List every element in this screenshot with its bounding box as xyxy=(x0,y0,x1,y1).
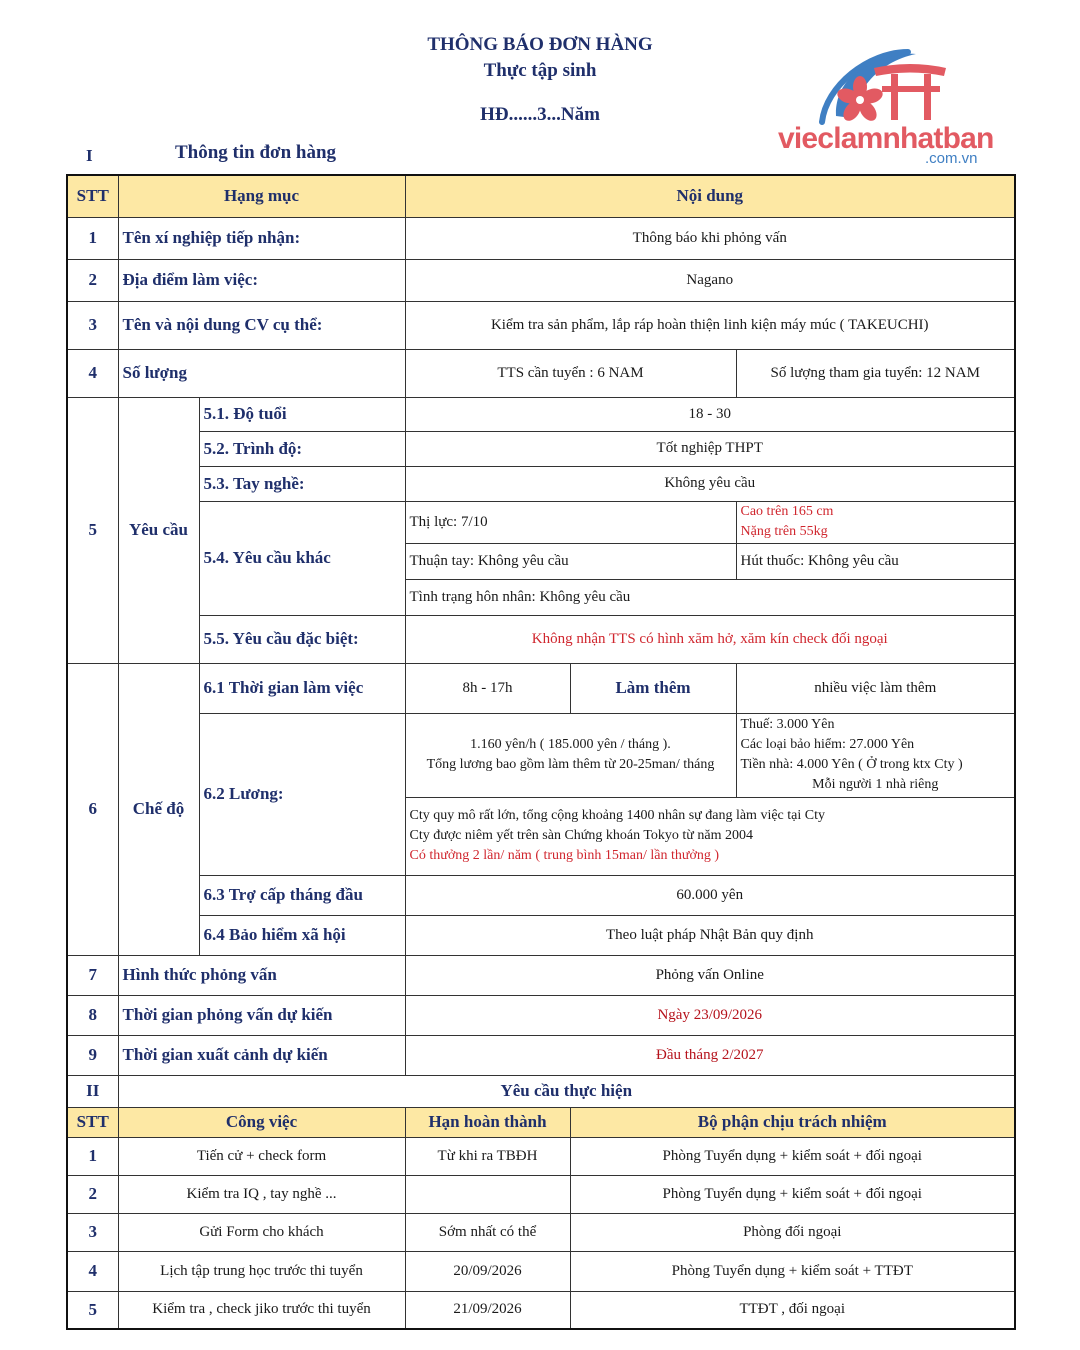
table-header-row xyxy=(67,1107,1015,1137)
table-row xyxy=(67,349,1015,397)
section-row xyxy=(67,1075,1015,1107)
row-value: Thông báo khi phỏng vấn xyxy=(405,217,1015,259)
social-insurance-value: Theo luật pháp Nhật Bản quy định xyxy=(405,915,1015,955)
company-size: Cty quy mô rất lớn, tổng cộng khoảng 1400 nhân sự đang làm việc tại Cty xyxy=(409,808,825,823)
task-cell: Kiểm tra IQ , tay nghề ... xyxy=(118,1175,405,1213)
row-number: 2 xyxy=(67,259,118,301)
department-cell: Phòng Tuyển dụng + kiểm soát + đối ngoại xyxy=(570,1175,1015,1213)
allowance-value: 60.000 yên xyxy=(405,875,1015,915)
logo-wordmark: vieclamnhatban xyxy=(778,122,994,155)
row-number: 8 xyxy=(67,995,118,1035)
section-number: II xyxy=(67,1075,118,1107)
sub-value: Không yêu cầu xyxy=(405,466,1015,501)
weight-value: Nặng trên 55kg xyxy=(740,524,828,539)
table-row xyxy=(67,915,1015,955)
department-cell: TTĐT , đối ngoại xyxy=(570,1291,1015,1329)
table-row xyxy=(67,1035,1015,1075)
tax-value: Thuế: 3.000 Yên xyxy=(740,717,835,732)
sub-label: 5.5. Yêu cầu đặc biệt: xyxy=(199,615,405,663)
logo-domain: .com.vn xyxy=(925,150,978,167)
row-number: 3 xyxy=(67,1213,118,1251)
department-cell: Phòng Tuyển dụng + kiểm soát + đối ngoại xyxy=(570,1137,1015,1175)
row-number: 6 xyxy=(67,663,118,955)
work-hours: 8h - 17h xyxy=(405,663,570,713)
table-row xyxy=(67,431,1015,466)
row-number: 5 xyxy=(67,397,118,663)
row-label: Thời gian phỏng vấn dự kiến xyxy=(118,995,405,1035)
table-row xyxy=(67,217,1015,259)
department-cell: Phòng đối ngoại xyxy=(570,1213,1015,1251)
housing-note: Mỗi người 1 nhà riêng xyxy=(812,777,939,792)
table-row xyxy=(67,1137,1015,1175)
deadline-cell xyxy=(405,1175,570,1213)
department-cell: Phòng Tuyển dụng + kiểm soát + TTĐT xyxy=(570,1251,1015,1291)
section-number: I xyxy=(86,146,93,165)
table-row xyxy=(67,1213,1015,1251)
row-label: Địa điểm làm việc: xyxy=(118,259,405,301)
special-requirement: Không nhận TTS có hình xăm hở, xăm kín check đối ngoại xyxy=(405,615,1015,663)
header-department: Bộ phận chịu trách nhiệm xyxy=(570,1107,1015,1137)
overtime-label: Làm thêm xyxy=(570,663,736,713)
table-row xyxy=(67,663,1015,713)
row-value-secondary: Số lượng tham gia tuyển: 12 NAM xyxy=(736,349,1015,397)
sub-value: Tốt nghiệp THPT xyxy=(405,431,1015,466)
table-row xyxy=(67,713,1015,797)
housing-value: Tiền nhà: 4.000 Yên ( Ở trong ktx Cty ) xyxy=(740,757,963,772)
row-label: Tên xí nghiệp tiếp nhận: xyxy=(118,217,405,259)
sub-label: 5.3. Tay nghề: xyxy=(199,466,405,501)
deductions-cell xyxy=(736,713,1015,797)
table-row xyxy=(67,1251,1015,1291)
row-value: Kiểm tra sản phẩm, lắp ráp hoàn thiện linh kiện máy múc ( TAKEUCHI) xyxy=(405,301,1015,349)
insurance-value: Các loại bảo hiểm: 27.000 Yên xyxy=(740,737,915,752)
sub-label: 6.4 Bảo hiểm xã hội xyxy=(199,915,405,955)
row-value: Nagano xyxy=(405,259,1015,301)
header-task: Công việc xyxy=(118,1107,405,1137)
sub-label: 6.1 Thời gian làm việc xyxy=(199,663,405,713)
row-label: Thời gian xuất cảnh dự kiến xyxy=(118,1035,405,1075)
group-label: Yêu cầu xyxy=(118,397,199,663)
deadline-cell: Sớm nhất có thể xyxy=(405,1213,570,1251)
document-subtitle: Thực tập sinh xyxy=(483,60,597,81)
row-label: Tên và nội dung CV cụ thể: xyxy=(118,301,405,349)
row-number: 1 xyxy=(67,1137,118,1175)
height-value: Cao trên 165 cm xyxy=(740,504,834,519)
row-label: Hình thức phỏng vấn xyxy=(118,955,405,995)
salary-rate: 1.160 yên/h ( 185.000 yên / tháng ). xyxy=(470,737,671,752)
header-stt: STT xyxy=(67,175,118,217)
contract-term: HĐ......3...Năm xyxy=(480,104,600,125)
sub-label: 6.3 Trợ cấp tháng đầu xyxy=(199,875,405,915)
salary-cell xyxy=(405,713,736,797)
overtime-value: nhiều việc làm thêm xyxy=(736,663,1015,713)
table-row xyxy=(67,301,1015,349)
company-listing: Cty được niêm yết trên sàn Chứng khoán Tokyo từ năm 2004 xyxy=(409,828,753,843)
table-row xyxy=(67,1175,1015,1213)
table-row xyxy=(67,875,1015,915)
row-number: 3 xyxy=(67,301,118,349)
row-number: 9 xyxy=(67,1035,118,1075)
row-number: 5 xyxy=(67,1291,118,1329)
task-cell: Gửi Form cho khách xyxy=(118,1213,405,1251)
task-cell: Tiến cử + check form xyxy=(118,1137,405,1175)
order-table xyxy=(66,174,1016,1330)
deadline-cell: 21/09/2026 xyxy=(405,1291,570,1329)
table-row xyxy=(67,501,1015,543)
task-cell: Lịch tập trung học trước thi tuyển xyxy=(118,1251,405,1291)
sub-value: 18 - 30 xyxy=(405,397,1015,431)
interview-date: Ngày 23/09/2026 xyxy=(405,995,1015,1035)
row-value: TTS cần tuyển : 6 NAM xyxy=(405,349,736,397)
header-content: Nội dung xyxy=(405,175,1015,217)
row-number: 2 xyxy=(67,1175,118,1213)
table-row xyxy=(67,995,1015,1035)
section-title: Yêu cầu thực hiện xyxy=(118,1075,1015,1107)
header-category: Hạng mục xyxy=(118,175,405,217)
bonus-info: Có thưởng 2 lần/ năm ( trung bình 15man/ lần thưởng ) xyxy=(409,848,720,863)
departure-date: Đầu tháng 2/2027 xyxy=(405,1035,1015,1075)
header-deadline: Hạn hoàn thành xyxy=(405,1107,570,1137)
table-row xyxy=(67,955,1015,995)
company-info-cell xyxy=(405,797,1015,875)
row-label: Số lượng xyxy=(118,349,405,397)
table-row xyxy=(67,466,1015,501)
body-requirement xyxy=(736,501,1015,543)
sub-label: 6.2 Lương: xyxy=(199,713,405,875)
row-value: Phỏng vấn Online xyxy=(405,955,1015,995)
section-title: Thông tin đơn hàng xyxy=(175,142,337,163)
deadline-cell: 20/09/2026 xyxy=(405,1251,570,1291)
row-number: 7 xyxy=(67,955,118,995)
smoking-value: Hút thuốc: Không yêu cầu xyxy=(736,543,1015,579)
header-stt: STT xyxy=(67,1107,118,1137)
document-title: THÔNG BÁO ĐƠN HÀNG xyxy=(427,34,653,55)
sub-label: 5.4. Yêu cầu khác xyxy=(199,501,405,615)
marital-value: Tình trạng hôn nhân: Không yêu cầu xyxy=(405,579,1015,615)
group-label: Chế độ xyxy=(118,663,199,955)
table-row xyxy=(67,397,1015,431)
sub-label: 5.2. Trình độ: xyxy=(199,431,405,466)
deadline-cell: Từ khi ra TBĐH xyxy=(405,1137,570,1175)
table-row xyxy=(67,615,1015,663)
sub-label: 5.1. Độ tuổi xyxy=(199,397,405,431)
row-number: 1 xyxy=(67,217,118,259)
salary-total: Tổng lương bao gồm làm thêm từ 20-25man/ tháng xyxy=(426,757,715,772)
vision-value: Thị lực: 7/10 xyxy=(405,501,736,543)
table-row xyxy=(67,259,1015,301)
table-header-row xyxy=(67,175,1015,217)
table-row xyxy=(67,1291,1015,1329)
row-number: 4 xyxy=(67,349,118,397)
handedness-value: Thuận tay: Không yêu cầu xyxy=(405,543,736,579)
task-cell: Kiểm tra , check jiko trước thi tuyển xyxy=(118,1291,405,1329)
row-number: 4 xyxy=(67,1251,118,1291)
